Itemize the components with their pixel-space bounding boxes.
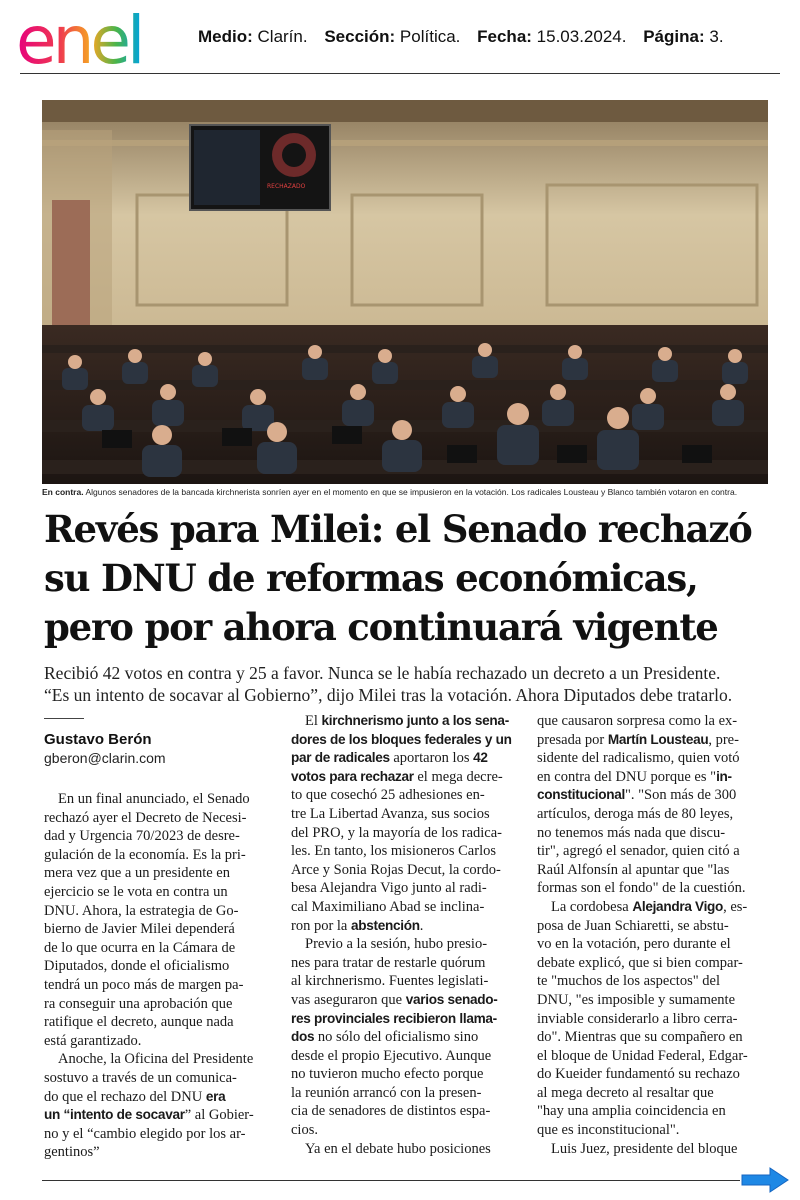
caption-text: Algunos senadores de la bancada kirchnerista sonríen ayer en el momento en que se impusieron en la votación. Los radicales Lousteau y Blanco también votaron en contra.	[85, 487, 738, 497]
senate-chamber-photo	[42, 100, 768, 484]
medio-value: Clarín.	[257, 27, 308, 46]
text-line: el bloque de Unidad Federal, Edgar-	[537, 1047, 748, 1064]
text-line: tre La Libertad Avanza, sus socios	[291, 805, 490, 822]
text-line: DNU. Ahora, la estrategia de Go-	[44, 902, 239, 919]
text-line: sostuvo a través de un comunica-	[44, 1069, 237, 1086]
text-line: debate explicó, que si bien compar-	[537, 954, 743, 971]
text-line: de lo que ocurra en la Cámara de	[44, 939, 236, 956]
pagina-label: Página:	[643, 27, 705, 46]
text-line: nes para tratar de restarle quórum	[291, 954, 486, 971]
footer-divider	[42, 1180, 740, 1181]
text-line: Arce y Sonia Rojas Decut, la cordo-	[291, 861, 501, 878]
headline-line: pero por ahora continuará vigente	[44, 605, 718, 649]
photo-caption	[42, 487, 772, 497]
text-line: del PRO, y la mayoría de los radica-	[291, 824, 502, 841]
article-deck	[44, 662, 774, 706]
article-column-1	[44, 790, 276, 1162]
fecha-value: 15.03.2024.	[536, 27, 627, 46]
text-line: gulación de la economía. Es la pri-	[44, 846, 246, 863]
caption-lead: En contra.	[42, 487, 84, 497]
text-line: al mega decreto al resaltar que	[537, 1084, 714, 1101]
text-line: Anoche, la Oficina del Presidente	[58, 1051, 254, 1068]
text-line: que es inconstitucional".	[537, 1122, 680, 1139]
text-line: ron por la abstención.	[291, 917, 424, 934]
enel-logo	[14, 8, 184, 70]
text-line: no tuvieron mucho efecto porque	[291, 1066, 484, 1083]
text-line: votos para rechazar el mega decre-	[291, 768, 503, 785]
headline-line: Revés para Milei: el Senado rechazó	[44, 507, 752, 551]
text-line: cia de senadores de distintos espa-	[291, 1103, 491, 1120]
text-line: posa de Juan Schiaretti, se abstu-	[537, 917, 729, 934]
logo-text: enel	[16, 8, 142, 70]
article-column-3	[537, 712, 769, 1158]
text-line: cal Maximiliano Abad se inclina-	[291, 898, 485, 915]
text-line: te "muchos de los aspectos" del	[537, 973, 720, 990]
text-line: inviable considerarlo a libro cerra-	[537, 1010, 738, 1027]
text-line: mera vez que a un presidente en	[44, 865, 230, 882]
text-line: Raúl Alfonsín al apuntar que "las	[537, 861, 730, 878]
text-line: constitucional". "Son más de 300	[537, 787, 737, 804]
text-line: gentinos”	[44, 1144, 100, 1161]
article-headline	[44, 505, 774, 652]
text-line: "hay una amplia coincidencia en	[537, 1103, 726, 1120]
text-line: tir", agregó el senador, quien citó a	[537, 843, 740, 860]
text-line: Luis Juez, presidente del bloque	[551, 1140, 738, 1157]
text-line: dores de los bloques federales y un	[291, 731, 512, 747]
deck-line: Recibió 42 votos en contra y 25 a favor. Nunca se le había rechazado un decreto a un Presidente.	[44, 663, 721, 683]
text-line: les. En tanto, los misioneros Carlos	[291, 843, 496, 860]
text-line: presada por Martín Lousteau, pre-	[537, 731, 739, 748]
text-line: en contra del DNU porque es "in-	[537, 768, 732, 785]
text-line: DNU, "es imposible y sumamente	[537, 991, 736, 1008]
text-line: besa Alejandra Vigo junto al radi-	[291, 880, 487, 897]
text-line: desde el propio Ejecutivo. Aunque	[291, 1047, 492, 1064]
text-line: dad y Urgencia 70/2023 de desre-	[44, 828, 240, 845]
pagina-value: 3.	[709, 27, 724, 46]
text-line: res provinciales recibieron llama-	[291, 1010, 497, 1026]
svg-text:RECHAZADO: RECHAZADO	[267, 183, 306, 190]
text-line: do que el rechazo del DNU era	[44, 1088, 226, 1105]
text-line: sidente del radicalismo, quien votó	[537, 750, 740, 767]
text-line: ra conseguir una aprobación que	[44, 995, 233, 1012]
seccion-label: Sección:	[324, 27, 396, 46]
text-line: El kirchnerismo junto a los sena-	[305, 713, 509, 729]
text-line: ejercicio se le vota en contra un	[44, 883, 228, 900]
text-line: vas aseguraron que varios senado-	[291, 991, 498, 1008]
voting-board	[190, 125, 330, 210]
text-line: La cordobesa Alejandra Vigo, es-	[551, 898, 748, 915]
text-line: to que cosechó 25 adhesiones en-	[291, 787, 485, 804]
text-line: par de radicales aportaron los 42	[291, 750, 488, 767]
byline-author: Gustavo Berón	[44, 731, 152, 748]
header-divider	[20, 73, 780, 74]
text-line: que causaron sorpresa como la ex-	[537, 713, 738, 729]
text-line: al kirchnerismo. Fuentes legislati-	[291, 973, 489, 990]
text-line: no y el “cambio elegido por los ar-	[44, 1125, 246, 1142]
text-line: do". Mientras que su compañero en	[537, 1029, 743, 1046]
text-line: no tenemos más nada que discu-	[537, 824, 726, 841]
text-line: Ya en el debate hubo posiciones	[305, 1140, 491, 1157]
headline-line: su DNU de reformas económicas,	[44, 556, 698, 600]
text-line: Diputados, donde el oficialismo	[44, 958, 230, 975]
text-line: Previo a la sesión, hubo presio-	[305, 936, 488, 953]
article-column-2	[291, 712, 523, 1158]
deck-line: “Es un intento de socavar al Gobierno”, dijo Milei tras la votación. Ahora Diputados debe tratarlo.	[44, 685, 733, 705]
arrow-right-icon[interactable]	[740, 1166, 790, 1194]
text-line: ratifique el decreto, aunque nada	[44, 1014, 234, 1031]
byline-divider	[44, 718, 84, 719]
text-line: vo en la votación, pero durante el	[537, 936, 731, 953]
text-line: do Kueider fundamentó su rechazo	[537, 1066, 740, 1083]
text-line: En un final anunciado, el Senado	[58, 791, 250, 807]
seccion-value: Política.	[399, 27, 461, 46]
text-line: la reunión arrancó con la presen-	[291, 1084, 482, 1101]
text-line: rechazó ayer el Decreto de Necesi-	[44, 809, 247, 826]
text-line: tendrá un poco más de margen pa-	[44, 976, 244, 993]
text-line: artículos, deroga más de 80 leyes,	[537, 805, 734, 822]
text-line: formas son el fondo" de la cuestión.	[537, 880, 746, 897]
press-clipping-meta	[198, 27, 736, 47]
fecha-label: Fecha:	[477, 27, 532, 46]
byline-email: gberon@clarin.com	[44, 750, 166, 766]
text-line: bierno de Javier Milei dependerá	[44, 921, 235, 938]
text-line: dos no sólo del oficialismo sino	[291, 1029, 479, 1046]
medio-label: Medio:	[198, 27, 253, 46]
text-line: está garantizado.	[44, 1032, 142, 1049]
text-line: un “intento de socavar” al Gobier-	[44, 1107, 254, 1124]
text-line: cios.	[291, 1122, 318, 1139]
